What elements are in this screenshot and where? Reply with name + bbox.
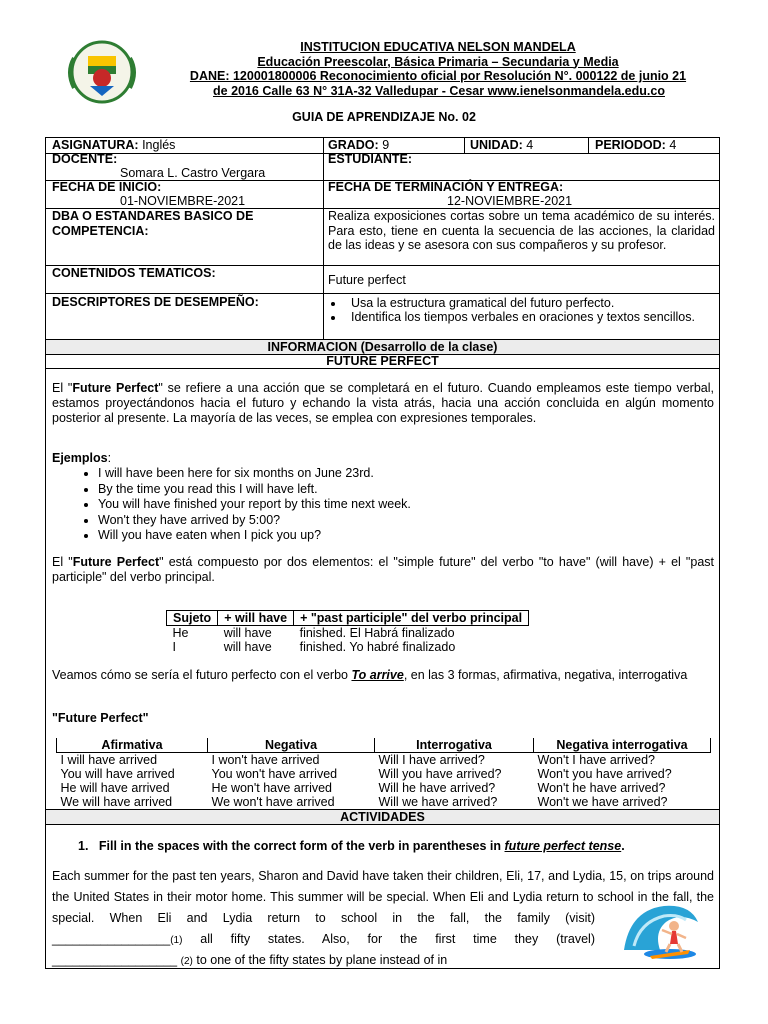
content-label: CONETNIDOS TEMATICOS: — [52, 266, 216, 280]
example-item: • Won't they have arrived by 5:00? — [98, 513, 714, 529]
unit-value: 4 — [526, 138, 534, 152]
descriptors-list — [323, 296, 715, 324]
question-number: 1. — [78, 839, 89, 853]
end-date-value: 12-NOVIEMBRE-2021 — [447, 194, 573, 208]
dba-label: DBA O ESTANDARES BASICO DE COMPETENCIA: — [52, 209, 254, 238]
surfer-illustration — [620, 900, 702, 962]
structure-header: + "past participle" del verbo principal — [294, 611, 529, 626]
blank-1[interactable]: _________________ — [52, 932, 171, 946]
forms-cell: Will I have arrived? — [378, 753, 485, 767]
composition-paragraph: El "Future Perfect" está compuesto por dos elementos: el "simple future" del verbo "to have" (will have) + el "past participle" del verbo principal. — [52, 555, 715, 584]
intro-paragraph: El "Future Perfect" se refiere a una acción que se completará en el futuro. Cuando empleamos este tiempo verbal, estamos proyectándonos hacia el futuro y echando la vista atrás, hacia una acción concluida en algún momento posterior al presente. La mayoría de las veces, se emplea con expresiones temporales. — [52, 381, 714, 425]
grade-value: 9 — [382, 138, 390, 152]
teacher-value: Somara L. Castro Vergara — [120, 166, 266, 180]
forms-cell: Will you have arrived? — [378, 767, 502, 781]
guide-title: GUIA DE APRENDIZAJE No. 02 — [292, 110, 476, 124]
examples-block: Ejemplos: • I will have been here for six months on June 23rd. • By the time you read this I will have left. • You will have finished your report by this time next week. • Won't they have arrived by 5:00? • Will you have eaten when I pick you up? — [52, 451, 714, 544]
school-levels: Educación Preescolar, Básica Primaria – Secundaria y Media — [257, 54, 619, 69]
story-blank-line-2: __________________ (2) to one of the fifty states by plane instead of in — [52, 953, 448, 967]
period-label: PERIODOD: — [595, 138, 666, 152]
example-item: • You will have finished your report by this time next week. — [98, 497, 714, 513]
forms-cell: I won't have arrived — [211, 753, 320, 767]
forms-cell: He won't have arrived — [211, 781, 333, 795]
descriptor-item: • Identifica los tiempos verbales en oraciones y textos sencillos. — [345, 310, 715, 324]
structure-cell: He — [172, 626, 189, 640]
subject-value: Inglés — [142, 138, 176, 152]
dane-line-1: DANE: 120001800006 Reconocimiento oficial por Resolución N°. 000122 de junio 21 — [189, 69, 687, 83]
forms-cell: Won't we have arrived? — [537, 795, 668, 809]
student-label: ESTUDIANTE: — [328, 152, 413, 166]
forms-cell: Won't he have arrived? — [537, 781, 666, 795]
composition-term: Future Perfect — [72, 555, 160, 569]
structure-row — [167, 640, 529, 654]
school-name: INSTITUCION EDUCATIVA NELSON MANDELA — [300, 40, 576, 54]
forms-cell: We won't have arrived — [211, 795, 335, 809]
end-date-label: FECHA DE TERMINACIÓN Y ENTREGA: — [328, 180, 564, 194]
forms-table — [56, 738, 711, 809]
forms-header-row — [57, 738, 711, 753]
question-1: 1. Fill in the spaces with the correct form of the verb in parentheses in future perfect tense. — [78, 839, 625, 853]
subject-row — [52, 138, 175, 153]
forms-intro: Veamos cómo se sería el futuro perfecto con el verbo To arrive, en las 3 formas, afirmativa, negativa, interrogativa — [52, 668, 688, 682]
subject-label: ASIGNATURA: — [52, 138, 139, 152]
content-value: Future perfect — [328, 273, 406, 287]
forms-header: Afirmativa — [57, 738, 208, 753]
structure-cell: finished. El Habrá finalizado — [299, 626, 455, 640]
example-item: • I will have been here for six months on June 23rd. — [98, 466, 714, 482]
unit-cell — [470, 138, 533, 153]
structure-cell: finished. Yo habré finalizado — [299, 640, 456, 654]
story-lines-narrow: special. When Eli and Lydia return to school in the fall, the family (visit) — [52, 911, 595, 925]
forms-cell: You will have arrived — [60, 767, 175, 781]
structure-header: Sujeto — [167, 611, 218, 626]
forms-cell: He will have arrived — [60, 781, 170, 795]
example-item: • By the time you read this I will have left. — [98, 482, 714, 498]
topic-title: FUTURE PERFECT — [326, 354, 439, 368]
forms-verb: To arrive — [351, 668, 404, 682]
forms-cell: Won't I have arrived? — [537, 753, 655, 767]
examples-label: Ejemplos — [52, 451, 108, 465]
period-cell — [595, 138, 676, 153]
structure-cell: will have — [223, 626, 272, 640]
forms-cell: I will have arrived — [60, 753, 158, 767]
intro-term: Future Perfect — [72, 381, 159, 395]
grade-label: GRADO: — [328, 138, 379, 152]
dane-line-2: de 2016 Calle 63 N° 31A-32 Valledupar - Cesar www.ienelsonmandela.edu.co — [213, 83, 665, 98]
structure-header: + will have — [218, 611, 294, 626]
forms-cell: We will have arrived — [60, 795, 173, 809]
forms-row — [57, 795, 711, 809]
forms-row — [57, 781, 711, 795]
document-header — [158, 40, 718, 98]
structure-row — [167, 626, 529, 641]
forms-row — [57, 753, 711, 768]
section-title: INFORMACION (Desarrollo de la clase) — [267, 340, 498, 354]
descriptor-item: • Usa la estructura gramatical del futuro perfecto. — [345, 296, 715, 310]
forms-cell: You won't have arrived — [211, 767, 338, 781]
unit-label: UNIDAD: — [470, 138, 523, 152]
forms-header: Negativa interrogativa — [534, 738, 711, 753]
story-blank-line-1: _________________(1) all fifty states. Also, for the first time they (travel) — [52, 932, 595, 946]
forms-cell: Will he have arrived? — [378, 781, 496, 795]
structure-cell: I — [172, 640, 176, 654]
dba-text: Realiza exposiciones cortas sobre un tema académico de su interés. Para esto, tiene en cuenta la secuencia de las acciones, la claridad de las ideas y se asesora con sus compañeros y su profesor. — [328, 209, 715, 252]
blank-2[interactable]: __________________ — [52, 953, 178, 967]
forms-header: Negativa — [208, 738, 375, 753]
teacher-label: DOCENTE: — [52, 152, 118, 166]
forms-cell: Will we have arrived? — [378, 795, 498, 809]
school-logo — [60, 36, 144, 108]
structure-cell: will have — [223, 640, 272, 654]
start-date-value: 01-NOVIEMBRE-2021 — [120, 194, 246, 208]
example-item: • Will you have eaten when I pick you up? — [98, 528, 714, 544]
grade-cell — [328, 138, 389, 153]
structure-table — [166, 610, 529, 654]
period-value: 4 — [669, 138, 677, 152]
activities-title: ACTIVIDADES — [340, 810, 425, 824]
forms-cell: Won't you have arrived? — [537, 767, 672, 781]
forms-row — [57, 767, 711, 781]
forms-title: "Future Perfect" — [52, 711, 149, 725]
descriptors-label: DESCRIPTORES DE DESEMPEÑO: — [52, 295, 259, 309]
structure-header-row — [167, 611, 529, 626]
question-emphasis: future perfect tense — [504, 839, 622, 853]
start-date-label: FECHA DE INICIO: — [52, 180, 162, 194]
forms-header: Interrogativa — [375, 738, 534, 753]
story-lines-full: Each summer for the past ten years, Sharon and David have taken their children, Eli, 17, and Lydia, 15, on trips around the United States in their motor home. This summer will be special. When Eli and Lydia return to school in the fall, the — [52, 869, 714, 904]
